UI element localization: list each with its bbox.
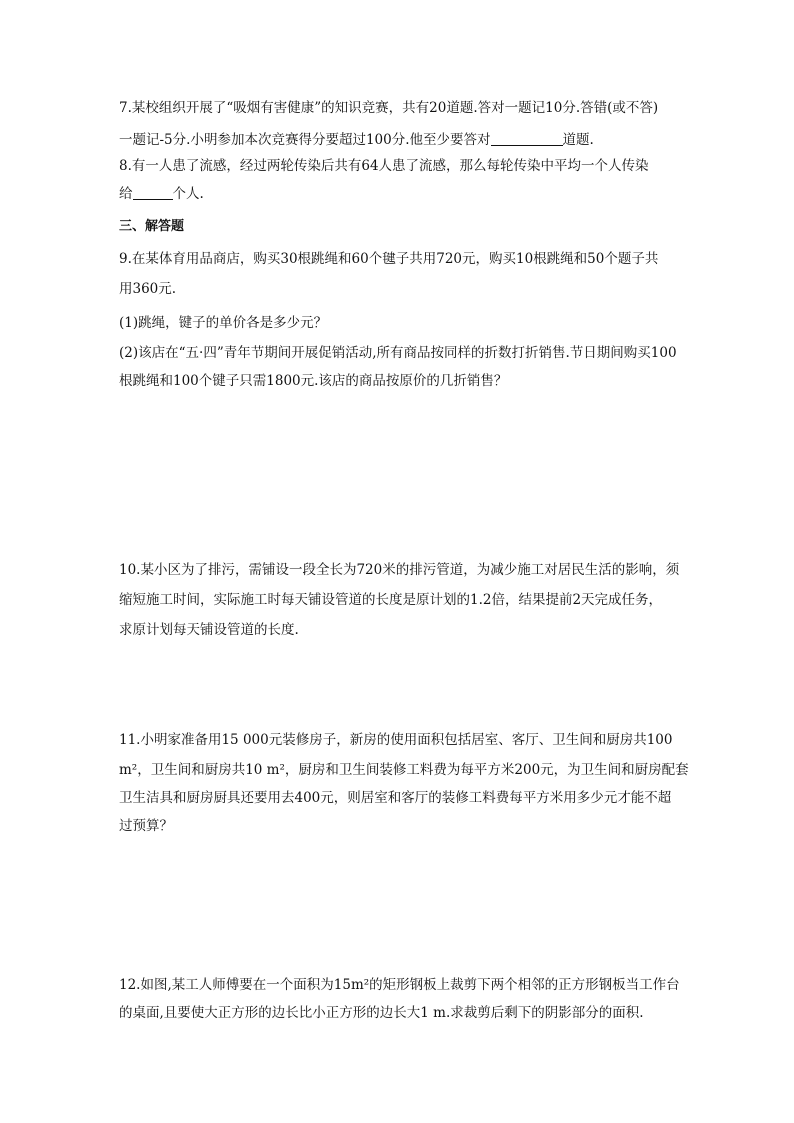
question-8-text-after-blank: 个人. [172,186,204,202]
question-8-text-before-blank: 给 [119,186,133,202]
question-9-part-1: (1)跳绳，键子的单价各是多少元？ [119,315,328,331]
question-7-text-before-blank: 一题记-5分.小明参加本次竞赛得分要超过100分.他至少要答对 [119,132,491,148]
question-8-answer-blank [133,185,173,200]
section-3-heading: 三、解答题 [119,219,185,234]
question-9-part-2-line-2: 根跳绳和100个键子只需1800元.该店的商品按原价的几折销售？ [119,373,508,389]
question-12-line-1: 12.如图,某工人师傅要在一个面积为15m²的矩形钢板上裁剪下两个相邻的正方形钢板当工作台 [119,977,680,993]
question-7-line-1: 7.某校组织开展了“吸烟有害健康”的知识竞赛，共有20道题.答对一题记10分.答错(或不答) [119,100,659,116]
question-7-answer-blank [491,131,563,146]
question-9-line-2: 用360元. [119,281,177,297]
question-12-line-2: 的桌面,且要使大正方形的边长比小正方形的边长大1 m.求裁剪后剩下的阴影部分的面积. [119,1005,644,1021]
question-8-line-1: 8.有一人患了流感，经过两轮传染后共有64人患了流感，那么每轮传染中平均一个人传染 [119,158,649,174]
question-11-line-4: 过预算？ [119,818,173,834]
question-10-line-2: 缩短施工时间，实际施工时每天铺设管道的长度是原计划的1.2倍，结果提前2天完成任务， [119,592,663,608]
question-7-line-2 [119,130,594,150]
question-7-text-after-blank: 道题. [562,132,594,148]
question-9-line-1: 9.在某体育用品商店，购买30根跳绳和60个毽子共用720元，购买10根跳绳和50个题子共 [119,251,659,267]
question-11-line-3: 卫生洁具和厨房厨具还要用去400元，则居室和客厅的装修工料费每平方米用多少元才能不超 [119,790,672,806]
question-10-line-1: 10.某小区为了排污，需铺设一段全长为720米的排污管道，为减少施工对居民生活的影响，须 [119,562,680,578]
question-10-line-3: 求原计划每天铺设管道的长度. [119,622,299,638]
question-9-part-2-line-1: (2)该店在“五·四”青年节期间开展促销活动,所有商品按同样的折数打折销售.节日期间购买100 [119,345,677,361]
question-11-line-2: m²，卫生间和厨房共10 m²，厨房和卫生间装修工料费为每平方米200元，为卫生间和厨房配套 [119,762,689,778]
question-11-line-1: 11.小明家准备用15 000元装修房子，新房的使用面积包括居室、客厅、卫生间和厨房共100 [119,732,673,748]
question-8-line-2 [119,184,204,204]
